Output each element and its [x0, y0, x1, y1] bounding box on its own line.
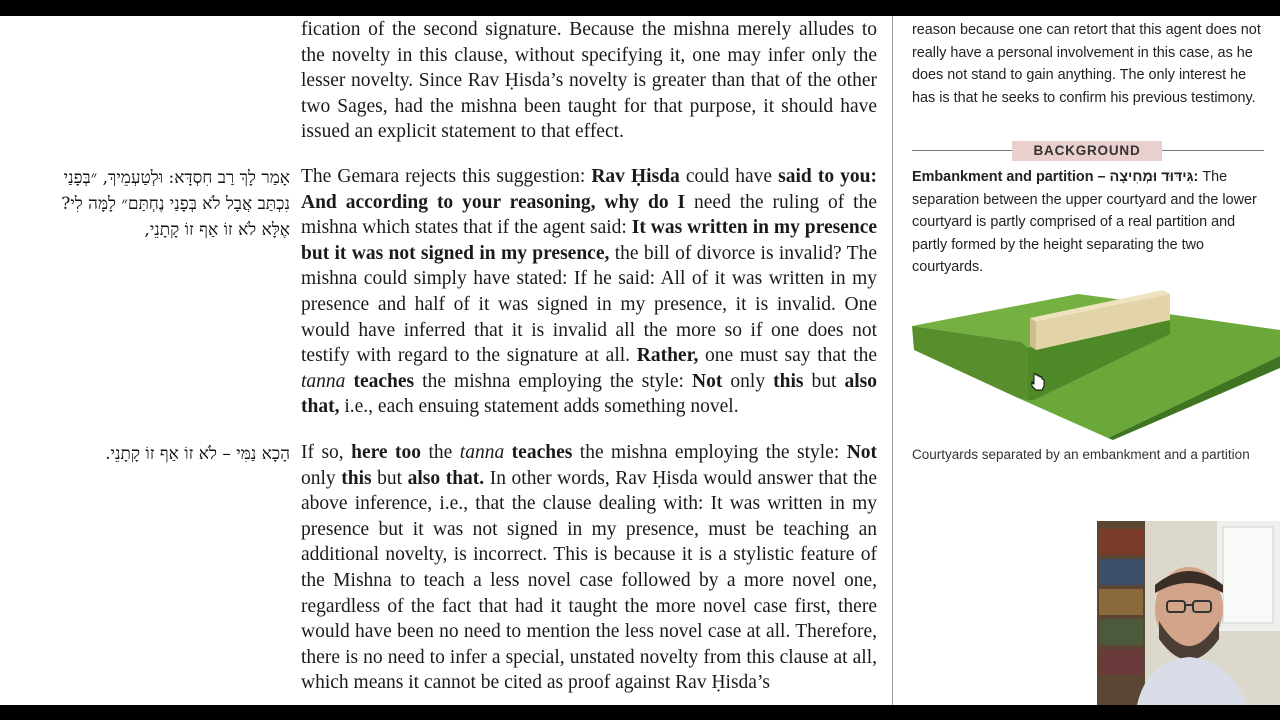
text-run: The Gemara rejects this suggestion: — [301, 166, 592, 187]
text-run: only — [301, 467, 342, 489]
text-run: Not — [692, 370, 723, 392]
text-run: Rather, — [636, 345, 699, 367]
text-run: could have — [679, 166, 779, 187]
translation-paragraph-2 — [301, 164, 877, 420]
text-run: the mishna employing the style: — [572, 442, 847, 463]
presenter-video — [1097, 521, 1280, 705]
text-run: the mishna employing the style: — [414, 370, 693, 392]
text-run: only — [722, 370, 774, 392]
text-run: teaches — [353, 370, 415, 392]
text-run: this — [341, 467, 372, 489]
illustration-caption: Courtyards separated by an embankment and a partition — [912, 447, 1250, 462]
background-term: Embankment and partition – גִּידּוּד וּמְחִיצָה: — [912, 169, 1199, 185]
column-divider — [892, 16, 893, 705]
hebrew-line: נִכְתַּב אֲבָל לֹא בְּפָנַי נֶחְתַּם״ לָמָּה לִי? — [61, 194, 290, 214]
text-run: teaches — [511, 442, 573, 463]
letterbox-top — [0, 0, 1280, 16]
hebrew-line: אָמַר לָךְ רַב חִסְדָּא: וּלְטַעְמֵיךְ, ״בְּפָנַי — [63, 168, 290, 188]
text-run — [504, 442, 511, 463]
hebrew-line: הָכָא נַמִּי – לֹא זוֹ אַף זוֹ קָתָנֵי. — [105, 444, 290, 464]
text-run: the bill of divorce is invalid? The mishna could simply have stated: If he said: All of it was written in my presence and half of it was signed in my presence, it is invalid. One would have inferred that it is invalid all the more so if one does not testify with regard to the signature at all. — [301, 242, 877, 367]
side-note-text: reason because one can retort that this agent does not really have a personal involvement in this case, as he does not stand to gain anything. The only interest he has is that he seeks to confirm his previous testimony. — [912, 22, 1261, 106]
text-run: but — [803, 370, 845, 392]
text-run: one must say that the — [698, 345, 877, 367]
translation-paragraph-3 — [301, 440, 877, 696]
text-run: this — [773, 370, 804, 392]
letterbox-bottom — [0, 705, 1280, 720]
courtyard-illustration — [908, 288, 1280, 440]
text-run: Rav Ḥisda — [591, 166, 680, 187]
text-run: tanna — [459, 442, 505, 463]
hebrew-line: אֶלָּא לֹא זוֹ אַף זוֹ קָתָנֵי, — [144, 220, 290, 240]
text-run: said to you: And according to your reasoning, why do I — [301, 166, 878, 213]
text-run: here too — [351, 442, 422, 463]
text-run: It was written in my presence but it was not signed in my presence, — [301, 217, 878, 264]
text-run: tanna — [301, 370, 346, 392]
webcam-overlay — [1097, 521, 1280, 705]
hebrew-block-1 — [0, 165, 290, 243]
text-run: If so, — [301, 442, 352, 463]
hebrew-block-2 — [0, 441, 290, 467]
text-run: In other words, Rav Ḥisda would answer that the above inference, i.e., that the clause dealing with: It was written in my presence but it was not signed in my presence, must be teaching an additional novelty, is incorrect. This is because it is a stylistic feature of the Mishna to teach a less novel case followed by a more novel one, regardless of the fact that had it taught the more novel case first, there would have been no need to mention the less novel case at all. Therefore, there is no need to infer a special, unstated novelty from this clause at all, which means it cannot be cited as proof against Rav Ḥisda’s — [301, 467, 878, 694]
text-run: but — [371, 467, 408, 489]
text-run: i.e., each ensuing statement adds something novel. — [339, 396, 739, 418]
partition-wall-face — [1030, 318, 1036, 350]
text-run: also that. — [407, 467, 485, 489]
translation-paragraph-1: fication of the second signature. Because the mishna merely alludes to the novelty in this clause, without specifying it, one may infer only the lesser novelty. Since Rav Ḥisda’s novelty is greater than that of the other two Sages, had the mishna been taught for that purpose, it should have issued an explicit statement to that effect. — [301, 19, 877, 143]
background-text: The separation between the upper courtyard and the lower courtyard is partly comprised of a real partition and partly formed by the height separating the two courtyards. — [912, 169, 1257, 276]
text-run: also that, — [301, 370, 878, 418]
background-note — [912, 166, 1268, 279]
background-label: BACKGROUND — [1012, 141, 1162, 161]
text-run: the — [421, 442, 460, 463]
text-run: need the ruling of the mishna which states that if the agent said: — [301, 191, 877, 239]
text-run: Not — [846, 442, 878, 463]
